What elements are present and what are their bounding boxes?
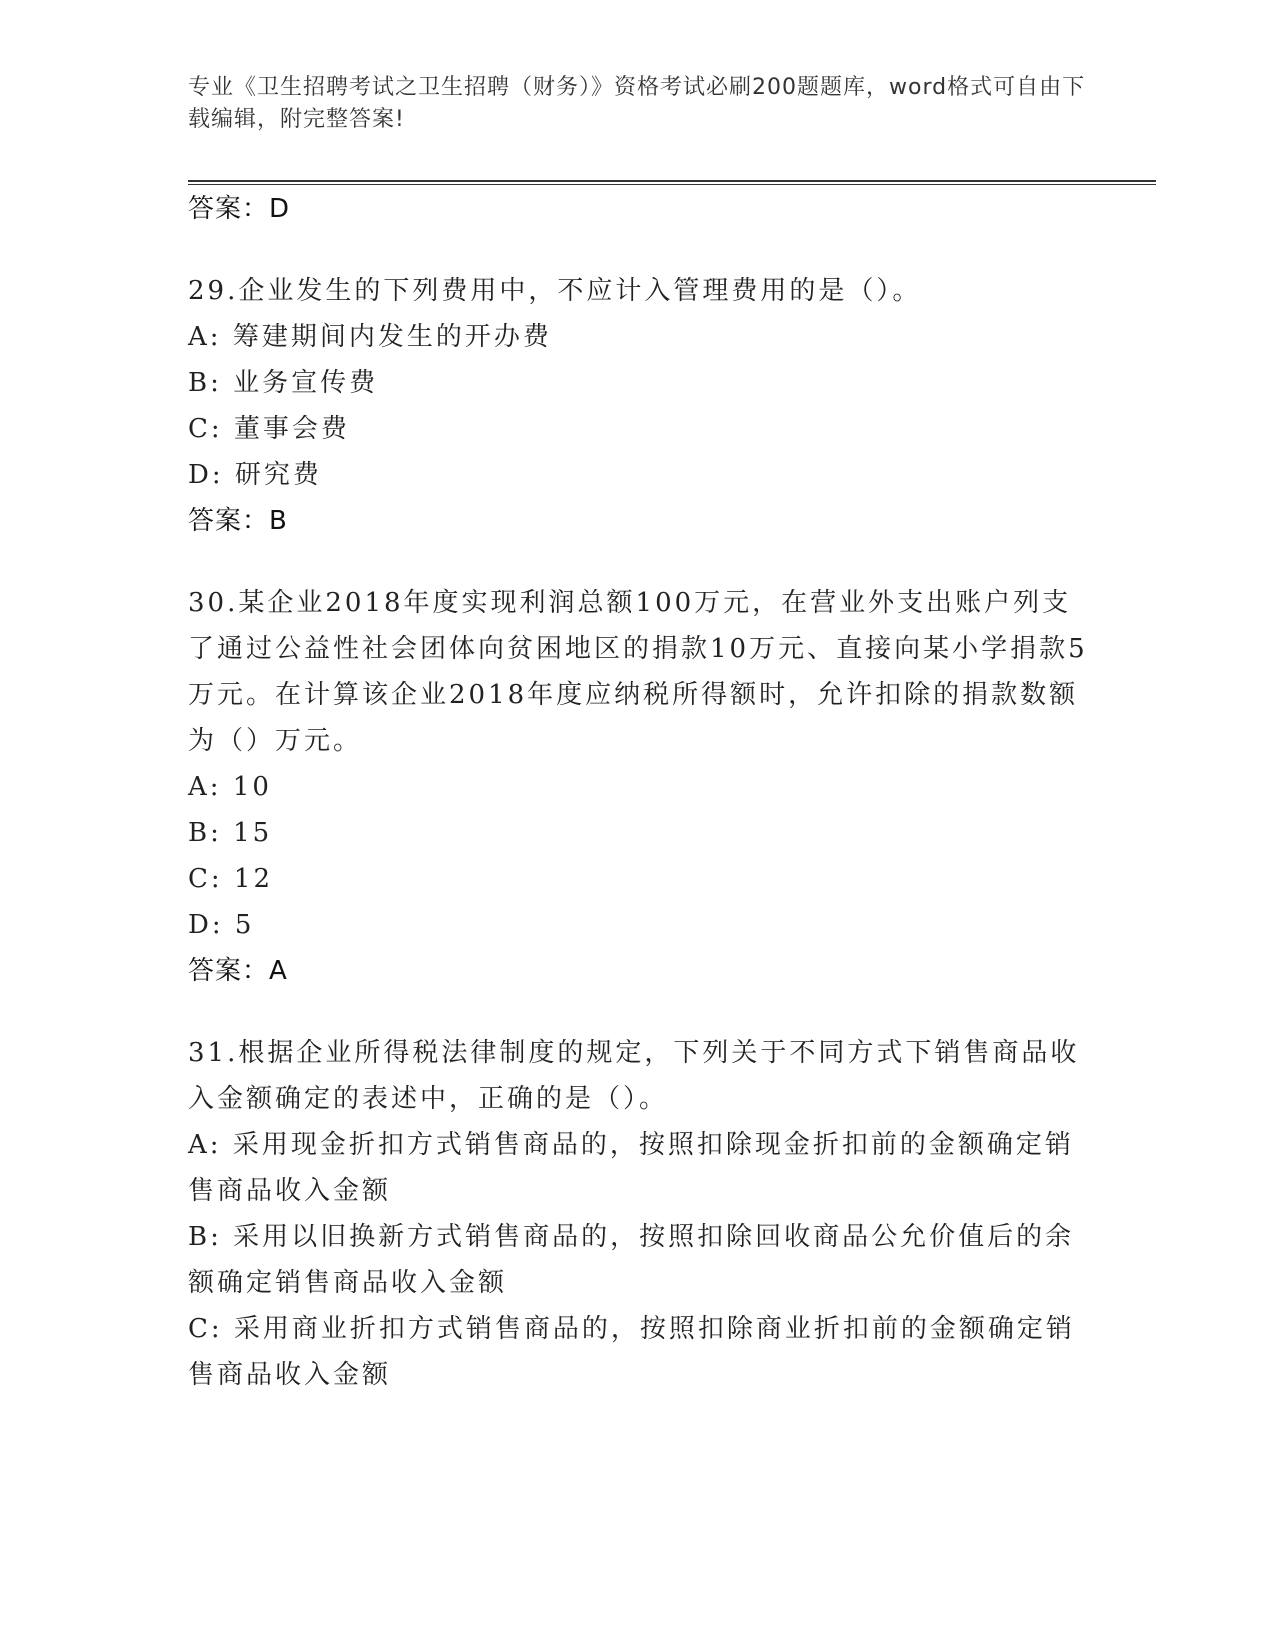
question-text xyxy=(188,1030,1088,1122)
option-b xyxy=(188,810,1088,856)
question-text xyxy=(188,580,1088,764)
option-letter: A: xyxy=(188,322,222,352)
option-c xyxy=(188,1306,1088,1398)
option-d xyxy=(188,902,1088,948)
option-letter: A: xyxy=(188,1130,222,1160)
document-header xyxy=(188,72,1088,136)
question-stem: 企业发生的下列费用中，不应计入管理费用的是（）。 xyxy=(238,276,922,306)
option-text: 12 xyxy=(233,864,274,894)
option-text: 10 xyxy=(232,772,272,802)
question-30 xyxy=(188,580,1088,994)
question-stem: 根据企业所得税法律制度的规定，下列关于不同方式下销售商品收入金额确定的表述中，正确的是（）。 xyxy=(188,1038,1080,1114)
option-text: 筹建期间内发生的开办费 xyxy=(232,322,552,352)
option-c xyxy=(188,856,1088,902)
option-b xyxy=(188,360,1088,406)
answer-line: 答案：B xyxy=(188,506,288,536)
option-text: 5 xyxy=(234,910,255,940)
header-divider xyxy=(188,180,1156,185)
option-a xyxy=(188,314,1088,360)
answer-line: 答案：D xyxy=(188,194,291,224)
answer-line: 答案：A xyxy=(188,956,288,986)
option-letter: A: xyxy=(188,772,222,802)
option-text: 研究费 xyxy=(234,460,322,490)
option-text: 采用商业折扣方式销售商品的，按照扣除商业折扣前的金额确定销售商品收入金额 xyxy=(188,1314,1075,1390)
question-text xyxy=(188,268,1088,314)
option-letter: C: xyxy=(188,1314,223,1344)
question-29 xyxy=(188,268,1088,544)
option-text: 15 xyxy=(233,818,273,848)
option-a xyxy=(188,764,1088,810)
option-a xyxy=(188,1122,1088,1214)
option-text: 采用现金折扣方式销售商品的，按照扣除现金折扣前的金额确定销售商品收入金额 xyxy=(188,1130,1074,1206)
question-number: 31. xyxy=(188,1038,239,1068)
option-text: 业务宣传费 xyxy=(233,368,379,398)
option-letter: D: xyxy=(188,910,224,940)
option-letter: B: xyxy=(188,368,222,398)
header-text: 专业《卫生招聘考试之卫生招聘（财务）》资格考试必刷200题题库，word格式可自由下载编辑，附完整答案! xyxy=(188,75,1086,132)
question-number: 29. xyxy=(188,276,239,306)
question-stem: 某企业2018年度实现利润总额100万元，在营业外支出账户列支了通过公益性社会团体向贫困地区的捐款10万元、直接向某小学捐款5万元。在计算该企业2018年度应纳税所得额时，允许扣除的捐款数额为（）万元。 xyxy=(188,588,1088,756)
option-text: 采用以旧换新方式销售商品的，按照扣除回收商品公允价值后的余额确定销售商品收入金额 xyxy=(188,1222,1075,1298)
option-text: 董事会费 xyxy=(233,414,350,444)
document-body xyxy=(188,186,1088,1434)
option-c xyxy=(188,406,1088,452)
option-b xyxy=(188,1214,1088,1306)
option-letter: C: xyxy=(188,864,223,894)
question-31 xyxy=(188,1030,1088,1398)
question-number: 30. xyxy=(188,588,239,618)
option-letter: B: xyxy=(188,1222,222,1252)
option-letter: D: xyxy=(188,460,224,490)
option-d xyxy=(188,452,1088,498)
option-letter: B: xyxy=(188,818,222,848)
option-letter: C: xyxy=(188,414,223,444)
